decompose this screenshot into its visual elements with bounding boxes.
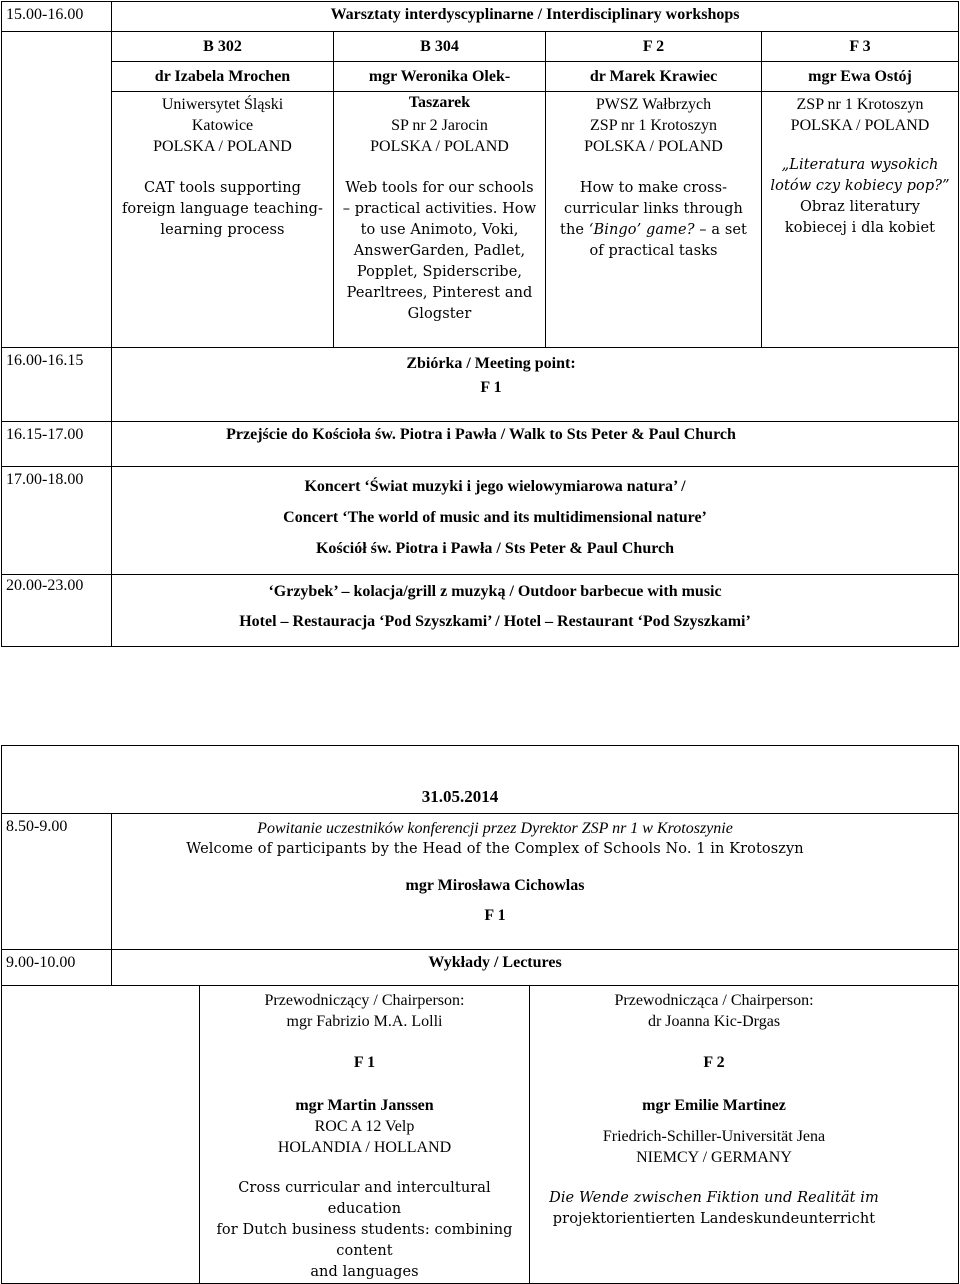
talk-title-line: for Dutch business students: combining content	[216, 1222, 513, 1259]
affiliation-line: SP nr 2 Jarocin	[391, 117, 488, 134]
room-label: F 1	[353, 1054, 376, 1071]
table-row	[2, 2, 959, 32]
affiliation-line: NIEMCY / GERMANY	[636, 1149, 792, 1166]
speaker-name-cont: Taszarek	[408, 94, 471, 111]
talk-title-line: foreign language teaching-	[121, 201, 324, 217]
talk-title-line: Cross curricular and intercultural education	[238, 1180, 491, 1217]
time-label: 16.15-17.00	[6, 426, 84, 443]
time-cell	[2, 2, 112, 32]
talk-title-line: and languages	[310, 1264, 419, 1280]
affiliation-line: POLSKA / POLAND	[584, 138, 723, 155]
talk-title-line: Glogster	[407, 306, 472, 322]
speaker-details	[762, 92, 959, 348]
talk-title-line: How to make cross-	[579, 180, 728, 196]
speaker-name: mgr Ewa Ostój	[762, 62, 959, 92]
speaker-name: dr Izabela Mrochen	[112, 62, 334, 92]
talk-title-line: learning process	[160, 222, 285, 238]
affiliation-line: Katowice	[191, 117, 254, 134]
day-date: 31.05.2014	[2, 746, 959, 814]
time-cell	[2, 467, 112, 575]
talk-title-line: Web tools for our schools	[345, 180, 534, 196]
affiliation-line: POLSKA / POLAND	[153, 138, 292, 155]
affiliation-line: Uniwersytet Śląski	[161, 96, 284, 113]
talk-title-line: projektorientierten Landeskundeunterricht	[552, 1211, 876, 1227]
affiliation-line: ZSP nr 1 Krotoszyn	[590, 117, 717, 134]
talk-title-line: CAT tools supporting	[143, 180, 302, 196]
time-cell	[2, 575, 112, 647]
talk-title-line: kobiecej i dla kobiet	[784, 220, 936, 236]
schedule-table-day2	[1, 745, 959, 1284]
table-row	[2, 950, 959, 986]
spacer	[546, 157, 761, 178]
talk-title-line: the ‘Bingo’ game? – a set	[560, 222, 747, 238]
speaker-name: mgr Mirosława Cichowlas	[405, 877, 585, 894]
table-row	[2, 422, 959, 467]
talk-title-line: Die Wende zwischen Fiktion und Realität im	[549, 1190, 879, 1206]
affiliation-line: POLSKA / POLAND	[370, 138, 509, 155]
time-cell	[2, 950, 112, 986]
session-cell: Zbiórka / Meeting point: F 1	[112, 348, 959, 422]
session-title: Wykłady / Lectures	[112, 950, 959, 986]
table-row	[2, 348, 959, 422]
time-cell	[2, 422, 112, 467]
table-row	[2, 814, 959, 950]
room-label: F 2	[546, 32, 762, 62]
table-row	[2, 62, 959, 92]
time-label: 17.00-18.00	[6, 471, 84, 488]
speaker-details	[546, 92, 762, 348]
talk-title-line: Popplet, Spiderscribe,	[356, 264, 523, 280]
room-label: F 1	[484, 907, 506, 924]
speaker-name: mgr Martin Janssen	[295, 1097, 434, 1114]
time-cell	[2, 814, 112, 950]
talk-title-line: AnswerGarden, Padlet,	[353, 243, 526, 259]
room-label: F 3	[762, 32, 959, 62]
table-row	[2, 92, 959, 348]
table-row	[2, 467, 959, 575]
session-cell: Przejście do Kościoła św. Piotra i Pawła / Walk to Sts Peter & Paul Church	[112, 422, 959, 467]
chair-label: Przewodniczący / Chairperson:	[264, 992, 465, 1009]
time-label: 8.50-9.00	[6, 818, 68, 835]
affiliation-line: HOLANDIA / HOLLAND	[277, 1139, 452, 1156]
table-row	[2, 986, 959, 1284]
speaker-name: mgr Weronika Olek-	[334, 62, 546, 92]
talk-title-line: of practical tasks	[589, 243, 718, 259]
time-label: 16.00-16.15	[6, 352, 84, 369]
time-cell	[2, 348, 112, 422]
table-row	[2, 746, 959, 814]
room-label: B 302	[112, 32, 334, 62]
affiliation-line: ZSP nr 1 Krotoszyn	[796, 96, 924, 113]
affiliation-line: Friedrich-Schiller-Universität Jena	[602, 1128, 826, 1145]
session-title: Warsztaty interdyscyplinarne / Interdisciplinary workshops	[112, 2, 959, 32]
talk-title-line: „Literatura wysokich	[781, 157, 939, 173]
chair-name: dr Joanna Kic-Drgas	[647, 1013, 781, 1030]
spacer	[762, 136, 958, 155]
speaker-name: mgr Emilie Martinez	[642, 1097, 786, 1114]
affiliation-line: POLSKA / POLAND	[790, 117, 930, 134]
room-label: B 304	[334, 32, 546, 62]
speaker-details	[334, 92, 546, 348]
session-cell: Powitanie uczestników konferencji przez Dyrektor ZSP nr 1 w Krotoszynie Welcome of participants by the Head of the Complex of Schools No. 1 in Krotoszyn mgr Mirosława Cichowlas F 1	[112, 814, 959, 950]
talk-title-line: Pearltrees, Pinterest and	[346, 285, 533, 301]
speaker-details	[112, 92, 334, 348]
chair-label: Przewodnicząca / Chairperson:	[614, 992, 814, 1009]
session-cell: Koncert ‘Świat muzyki i jego wielowymiarowa natura’ / Concert ‘The world of music and its multidimensional nature’ Kościół św. Piotra i Pawła / Sts Peter & Paul Church	[112, 467, 959, 575]
time-label: 20.00-23.00	[6, 577, 84, 594]
talk-title-line: – practical activities. How	[342, 201, 537, 217]
lecture-right	[530, 986, 959, 1284]
lecture-left	[200, 986, 530, 1284]
schedule-table-day1	[1, 1, 959, 647]
spacer	[334, 157, 545, 178]
time-label: 15.00-16.00	[6, 6, 84, 23]
session-cell: ‘Grzybek’ – kolacja/grill z muzyką / Outdoor barbecue with music Hotel – Restauracja ‘Pod Szyszkami’ / Hotel – Restaurant ‘Pod Szyszkami’	[112, 575, 959, 647]
spacer-cell	[2, 986, 200, 1284]
time-cell-empty	[2, 32, 112, 348]
talk-title-line: Obraz literatury	[799, 199, 921, 215]
room-label: F 2	[703, 1054, 725, 1071]
speaker-name: dr Marek Krawiec	[546, 62, 762, 92]
chair-name: mgr Fabrizio M.A. Lolli	[286, 1013, 443, 1030]
table-row	[2, 32, 959, 62]
talk-title-line: curricular links through	[564, 201, 743, 217]
time-label: 9.00-10.00	[6, 954, 76, 971]
talk-title-line: lotów czy kobiecy pop?”	[770, 178, 950, 194]
affiliation-line: PWSZ Wałbrzych	[595, 96, 712, 113]
talk-title-line: to use Animoto, Voki,	[360, 222, 519, 238]
affiliation-line: ROC A 12 Velp	[314, 1118, 415, 1135]
table-row	[2, 575, 959, 647]
spacer	[112, 157, 333, 178]
